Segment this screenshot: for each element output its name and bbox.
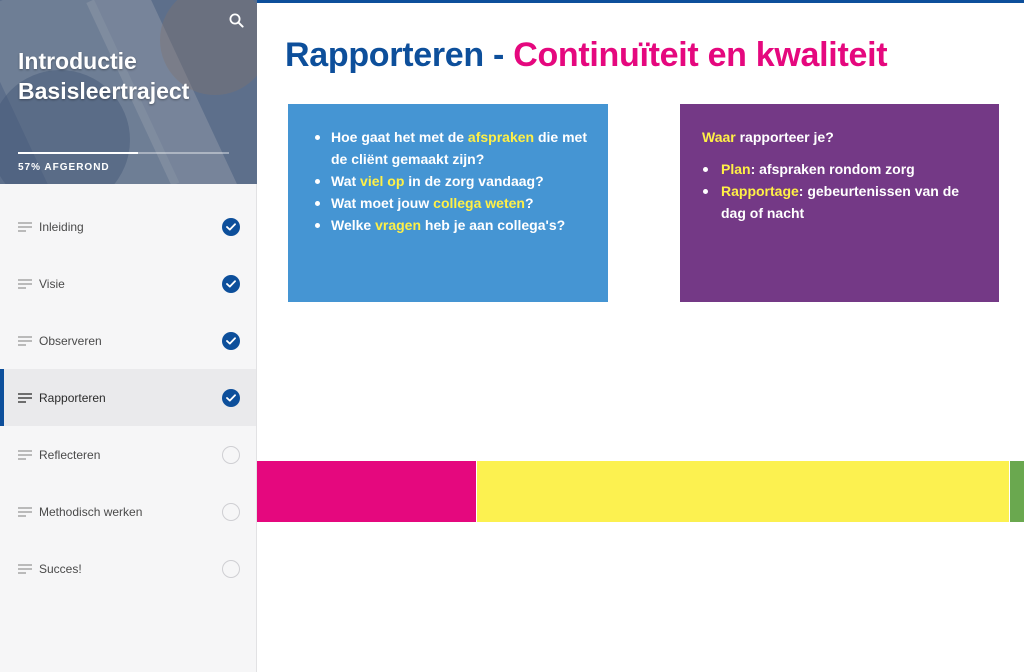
lines-icon <box>18 450 32 460</box>
course-progress-label: 57% AFGEROND <box>18 162 110 173</box>
incomplete-circle-icon <box>222 560 240 578</box>
check-icon <box>222 389 240 407</box>
report-location-item: Plan: afspraken rondom zorg <box>702 158 979 180</box>
sidebar-item-rapporteren[interactable] <box>0 369 256 426</box>
sidebar-item-reflecteren[interactable] <box>0 426 256 483</box>
sidebar-item-label: Inleiding <box>39 219 84 234</box>
search-icon <box>229 13 244 28</box>
sidebar-item-label: Reflecteren <box>39 447 101 462</box>
lesson-title-sub: Continuïteit en kwaliteit <box>513 36 888 74</box>
sidebar-item-observeren[interactable] <box>0 312 256 369</box>
lesson-title <box>285 36 887 75</box>
search-button[interactable] <box>222 6 250 34</box>
lesson-list <box>0 198 256 597</box>
course-sidebar <box>0 0 257 672</box>
color-band-pink <box>257 461 476 522</box>
sidebar-item-inleiding[interactable] <box>0 198 256 255</box>
lines-icon <box>18 507 32 517</box>
course-title: Introductie Basisleertraject <box>18 48 190 104</box>
where-to-report-question: Waar rapporteer je? <box>702 129 834 145</box>
check-icon <box>222 332 240 350</box>
course-header <box>0 0 257 184</box>
where-to-report-card <box>680 104 999 302</box>
question-item: Welke vragen heb je aan collega's? <box>314 214 590 236</box>
lines-icon <box>18 336 32 346</box>
sidebar-item-visie[interactable] <box>0 255 256 312</box>
lines-icon <box>18 222 32 232</box>
color-band-green <box>1010 461 1024 522</box>
lines-icon <box>18 279 32 289</box>
incomplete-circle-icon <box>222 446 240 464</box>
lines-icon <box>18 393 32 403</box>
lesson-title-separator: - <box>493 36 505 74</box>
questions-card <box>288 104 608 302</box>
sidebar-item-label: Rapporteren <box>39 390 106 405</box>
report-location-item: Rapportage: gebeurtenissen van de dag of nacht <box>702 180 979 224</box>
sidebar-item-label: Methodisch werken <box>39 504 143 519</box>
sidebar-item-label: Observeren <box>39 333 102 348</box>
lesson-title-main: Rapporteren <box>285 36 484 74</box>
sidebar-item-label: Visie <box>39 276 65 291</box>
question-item: Hoe gaat het met de afspraken die met de cliënt gemaakt zijn? <box>314 126 590 170</box>
sidebar-item-succes[interactable] <box>0 540 256 597</box>
lines-icon <box>18 564 32 574</box>
report-locations-list <box>702 158 979 224</box>
question-item: Wat moet jouw collega weten? <box>314 192 590 214</box>
check-icon <box>222 218 240 236</box>
sidebar-item-methodisch-werken[interactable] <box>0 483 256 540</box>
color-band-yellow <box>477 461 1009 522</box>
questions-list <box>314 126 590 236</box>
check-icon <box>222 275 240 293</box>
course-progress-bar <box>18 152 229 154</box>
incomplete-circle-icon <box>222 503 240 521</box>
sidebar-item-label: Succes! <box>39 561 82 576</box>
course-progress-fill <box>18 152 138 154</box>
question-item: Wat viel op in de zorg vandaag? <box>314 170 590 192</box>
top-accent-bar <box>257 0 1024 3</box>
